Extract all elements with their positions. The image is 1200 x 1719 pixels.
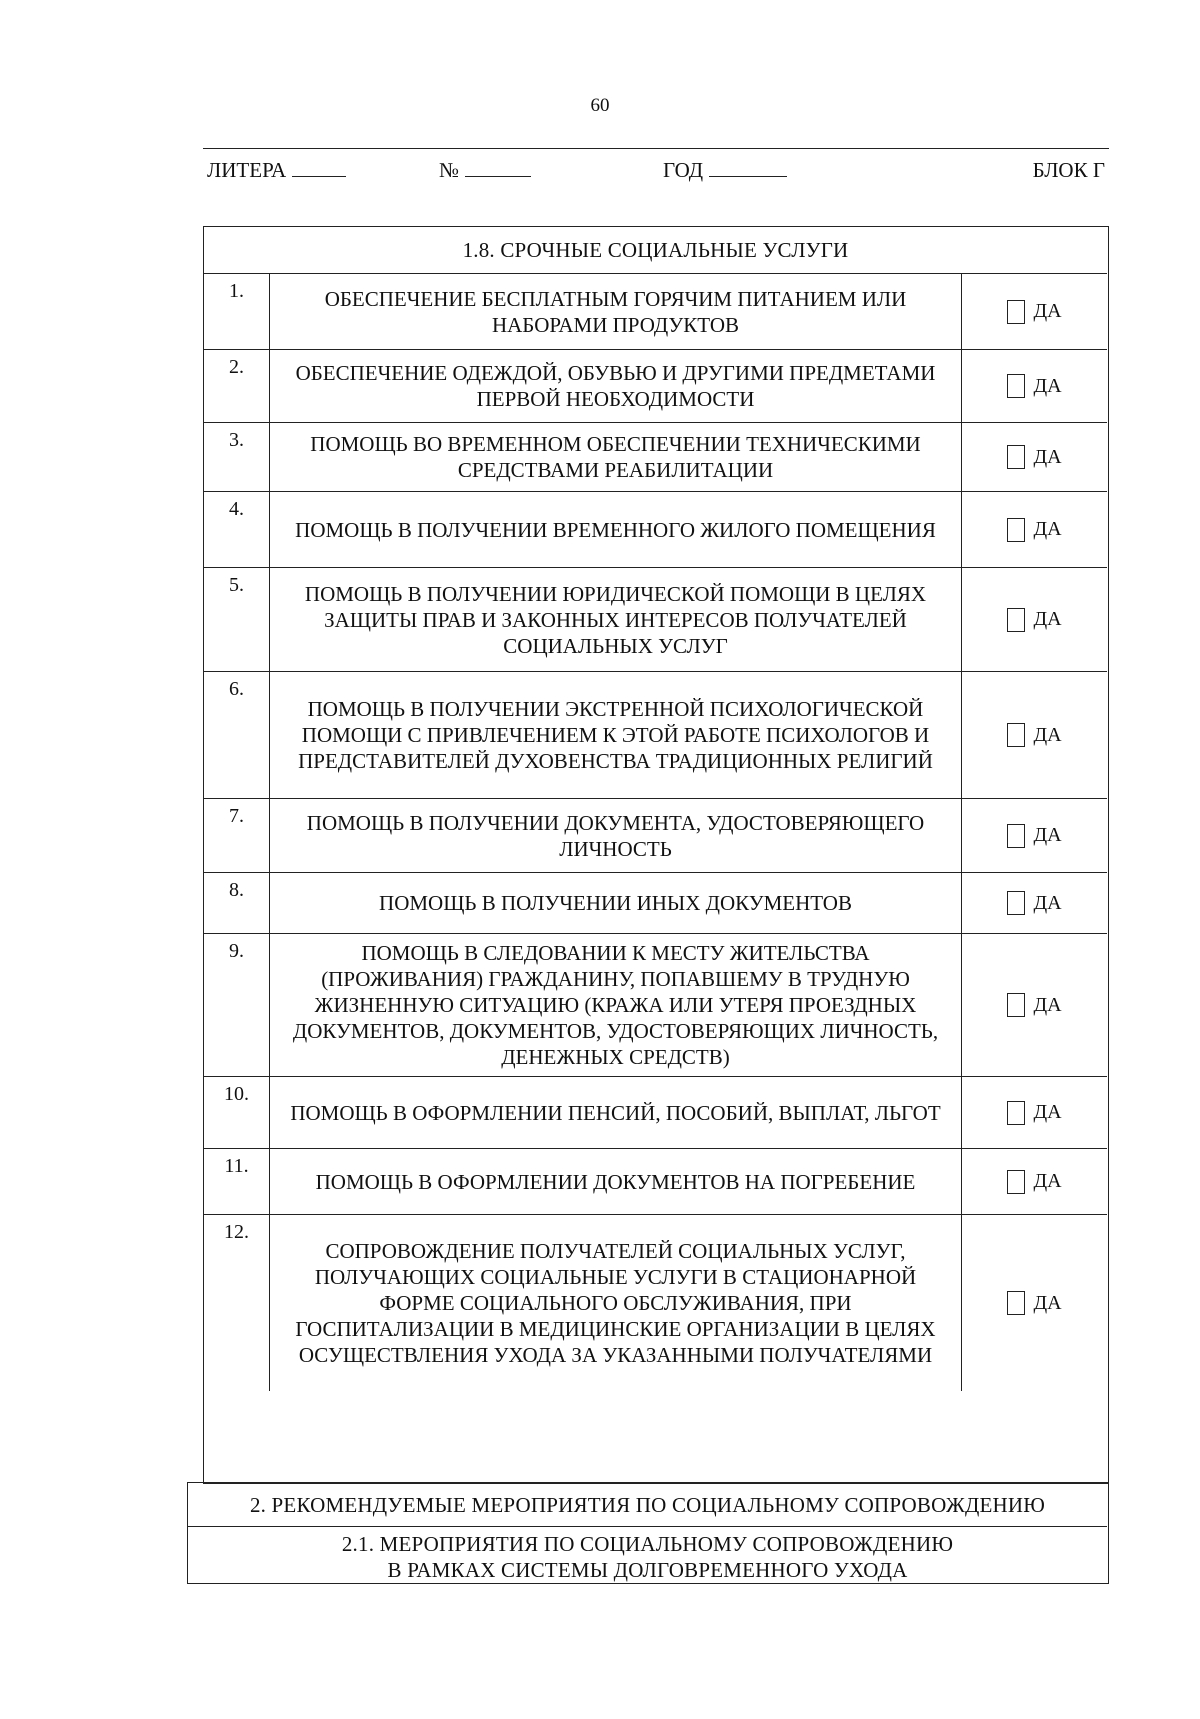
service-row bbox=[204, 873, 1107, 934]
service-description: ПОМОЩЬ В ПОЛУЧЕНИИ ДОКУМЕНТА, УДОСТОВЕРЯЮЩЕГО ЛИЧНОСТЬ bbox=[270, 799, 962, 872]
yes-checkbox[interactable] bbox=[1007, 824, 1025, 848]
yes-option bbox=[962, 350, 1107, 422]
row-number: 12. bbox=[204, 1215, 270, 1391]
section-2-title: 2. РЕКОМЕНДУЕМЫЕ МЕРОПРИЯТИЯ ПО СОЦИАЛЬНОМУ СОПРОВОЖДЕНИЮ bbox=[188, 1483, 1107, 1527]
yes-checkbox[interactable] bbox=[1007, 1170, 1025, 1194]
service-row bbox=[204, 1215, 1107, 1391]
yes-label: ДА bbox=[1033, 445, 1062, 468]
yes-checkbox[interactable] bbox=[1007, 608, 1025, 632]
litera-label: ЛИТЕРА bbox=[207, 158, 287, 182]
yes-option bbox=[962, 1215, 1107, 1391]
section-2-1-subtitle bbox=[188, 1529, 1107, 1585]
urgent-services-table bbox=[203, 226, 1109, 1484]
yes-option bbox=[962, 492, 1107, 567]
service-description: ПОМОЩЬ В ПОЛУЧЕНИИ ВРЕМЕННОГО ЖИЛОГО ПОМЕЩЕНИЯ bbox=[270, 492, 962, 567]
yes-option bbox=[962, 568, 1107, 671]
row-number: 2. bbox=[204, 350, 270, 422]
yes-checkbox[interactable] bbox=[1007, 723, 1025, 747]
service-row bbox=[204, 274, 1107, 350]
yes-label: ДА bbox=[1033, 993, 1062, 1016]
page-number: 60 bbox=[590, 95, 610, 116]
service-description: ПОМОЩЬ В ПОЛУЧЕНИИ ЭКСТРЕННОЙ ПСИХОЛОГИЧЕСКОЙ ПОМОЩИ С ПРИВЛЕЧЕНИЕМ К ЭТОЙ РАБОТЕ ПСИХОЛОГОВ И ПРЕДСТАВИТЕЛЕЙ ДУХОВЕНСТВА ТРАДИЦИОННЫХ РЕЛИГИЙ bbox=[270, 672, 962, 798]
service-row bbox=[204, 672, 1107, 799]
service-row bbox=[204, 799, 1107, 873]
yes-label: ДА bbox=[1033, 300, 1062, 322]
yes-label: ДА bbox=[1033, 824, 1062, 846]
yes-option bbox=[962, 423, 1107, 491]
yes-option bbox=[962, 873, 1107, 933]
service-description: ПОМОЩЬ В СЛЕДОВАНИИ К МЕСТУ ЖИТЕЛЬСТВА (ПРОЖИВАНИЯ) ГРАЖДАНИНУ, ПОПАВШЕМУ В ТРУДНУЮ ЖИЗНЕННУЮ СИТУАЦИЮ (КРАЖА ИЛИ УТЕРЯ ПРОЕЗДНЫХ ДОКУМЕНТОВ, ДОКУМЕНТОВ, УДОСТОВЕРЯЮЩИХ ЛИЧНОСТЬ, ДЕНЕЖНЫХ СРЕДСТВ) bbox=[270, 934, 962, 1076]
service-row bbox=[204, 1077, 1107, 1149]
yes-checkbox[interactable] bbox=[1007, 374, 1025, 398]
row-number: 3. bbox=[204, 423, 270, 491]
yes-option bbox=[962, 1149, 1107, 1214]
yes-label: ДА bbox=[1033, 723, 1062, 746]
yes-label: ДА bbox=[1033, 1170, 1062, 1192]
row-number: 6. bbox=[204, 672, 270, 798]
row-number: 4. bbox=[204, 492, 270, 567]
year-input-line[interactable] bbox=[709, 158, 787, 177]
row-number: 10. bbox=[204, 1077, 270, 1148]
section-title: 1.8. СРОЧНЫЕ СОЦИАЛЬНЫЕ УСЛУГИ bbox=[204, 227, 1107, 274]
row-number: 8. bbox=[204, 873, 270, 933]
row-number: 1. bbox=[204, 274, 270, 349]
row-number: 5. bbox=[204, 568, 270, 671]
service-description: ОБЕСПЕЧЕНИЕ ОДЕЖДОЙ, ОБУВЬЮ И ДРУГИМИ ПРЕДМЕТАМИ ПЕРВОЙ НЕОБХОДИМОСТИ bbox=[270, 350, 962, 422]
yes-option bbox=[962, 799, 1107, 872]
subtitle-line-1: 2.1. МЕРОПРИЯТИЯ ПО СОЦИАЛЬНОМУ СОПРОВОЖДЕНИЮ bbox=[341, 1532, 954, 1556]
yes-checkbox[interactable] bbox=[1007, 1291, 1025, 1315]
yes-option bbox=[962, 274, 1107, 349]
service-row bbox=[204, 350, 1107, 423]
yes-checkbox[interactable] bbox=[1007, 993, 1025, 1017]
row-number: 9. bbox=[204, 934, 270, 1076]
yes-checkbox[interactable] bbox=[1007, 518, 1025, 542]
litera-input-line[interactable] bbox=[292, 158, 346, 177]
service-description: ПОМОЩЬ В ПОЛУЧЕНИИ ИНЫХ ДОКУМЕНТОВ bbox=[270, 873, 962, 933]
service-description: ПОМОЩЬ В ПОЛУЧЕНИИ ЮРИДИЧЕСКОЙ ПОМОЩИ В ЦЕЛЯХ ЗАЩИТЫ ПРАВ И ЗАКОННЫХ ИНТЕРЕСОВ ПОЛУЧАТЕЛЕЙ СОЦИАЛЬНЫХ УСЛУГ bbox=[270, 568, 962, 671]
number-field bbox=[439, 158, 531, 183]
document-header bbox=[207, 158, 1105, 188]
service-description: СОПРОВОЖДЕНИЕ ПОЛУЧАТЕЛЕЙ СОЦИАЛЬНЫХ УСЛУГ, ПОЛУЧАЮЩИХ СОЦИАЛЬНЫЕ УСЛУГИ В СТАЦИОНАРНОЙ ФОРМЕ СОЦИАЛЬНОГО ОБСЛУЖИВАНИЯ, ПРИ ГОСПИТАЛИЗАЦИИ В МЕДИЦИНСКИЕ ОРГАНИЗАЦИИ В ЦЕЛЯХ ОСУЩЕСТВЛЕНИЯ УХОДА ЗА УКАЗАННЫМИ ПОЛУЧАТЕЛЯМИ bbox=[270, 1215, 962, 1391]
yes-checkbox[interactable] bbox=[1007, 300, 1025, 324]
service-row bbox=[204, 1149, 1107, 1215]
number-input-line[interactable] bbox=[465, 158, 531, 177]
number-label: № bbox=[439, 158, 460, 182]
service-row bbox=[204, 423, 1107, 492]
service-description: ПОМОЩЬ ВО ВРЕМЕННОМ ОБЕСПЕЧЕНИИ ТЕХНИЧЕСКИМИ СРЕДСТВАМИ РЕАБИЛИТАЦИИ bbox=[270, 423, 962, 491]
yes-option bbox=[962, 934, 1107, 1076]
year-label: ГОД bbox=[663, 158, 704, 182]
yes-label: ДА bbox=[1033, 891, 1062, 914]
row-number: 11. bbox=[204, 1149, 270, 1214]
header-rule bbox=[203, 148, 1109, 149]
yes-checkbox[interactable] bbox=[1007, 445, 1025, 469]
service-row bbox=[204, 492, 1107, 568]
service-row bbox=[204, 568, 1107, 672]
section-2-table bbox=[187, 1482, 1109, 1584]
yes-label: ДА bbox=[1033, 1291, 1062, 1314]
yes-label: ДА bbox=[1033, 518, 1062, 540]
service-description: ОБЕСПЕЧЕНИЕ БЕСПЛАТНЫМ ГОРЯЧИМ ПИТАНИЕМ ИЛИ НАБОРАМИ ПРОДУКТОВ bbox=[270, 274, 962, 349]
service-description: ПОМОЩЬ В ОФОРМЛЕНИИ ПЕНСИЙ, ПОСОБИЙ, ВЫПЛАТ, ЛЬГОТ bbox=[270, 1077, 962, 1148]
yes-checkbox[interactable] bbox=[1007, 891, 1025, 915]
service-row bbox=[204, 934, 1107, 1077]
row-number: 7. bbox=[204, 799, 270, 872]
yes-label: ДА bbox=[1033, 608, 1062, 630]
yes-option bbox=[962, 1077, 1107, 1148]
block-label: БЛОК Г bbox=[1032, 158, 1105, 182]
yes-label: ДА bbox=[1033, 374, 1062, 397]
yes-option bbox=[962, 672, 1107, 798]
yes-label: ДА bbox=[1033, 1101, 1062, 1123]
yes-checkbox[interactable] bbox=[1007, 1101, 1025, 1125]
service-description: ПОМОЩЬ В ОФОРМЛЕНИИ ДОКУМЕНТОВ НА ПОГРЕБЕНИЕ bbox=[270, 1149, 962, 1214]
subtitle-line-2: В РАМКАХ СИСТЕМЫ ДОЛГОВРЕМЕННОГО УХОДА bbox=[387, 1558, 908, 1582]
year-field bbox=[663, 158, 787, 183]
litera-field bbox=[207, 158, 346, 183]
